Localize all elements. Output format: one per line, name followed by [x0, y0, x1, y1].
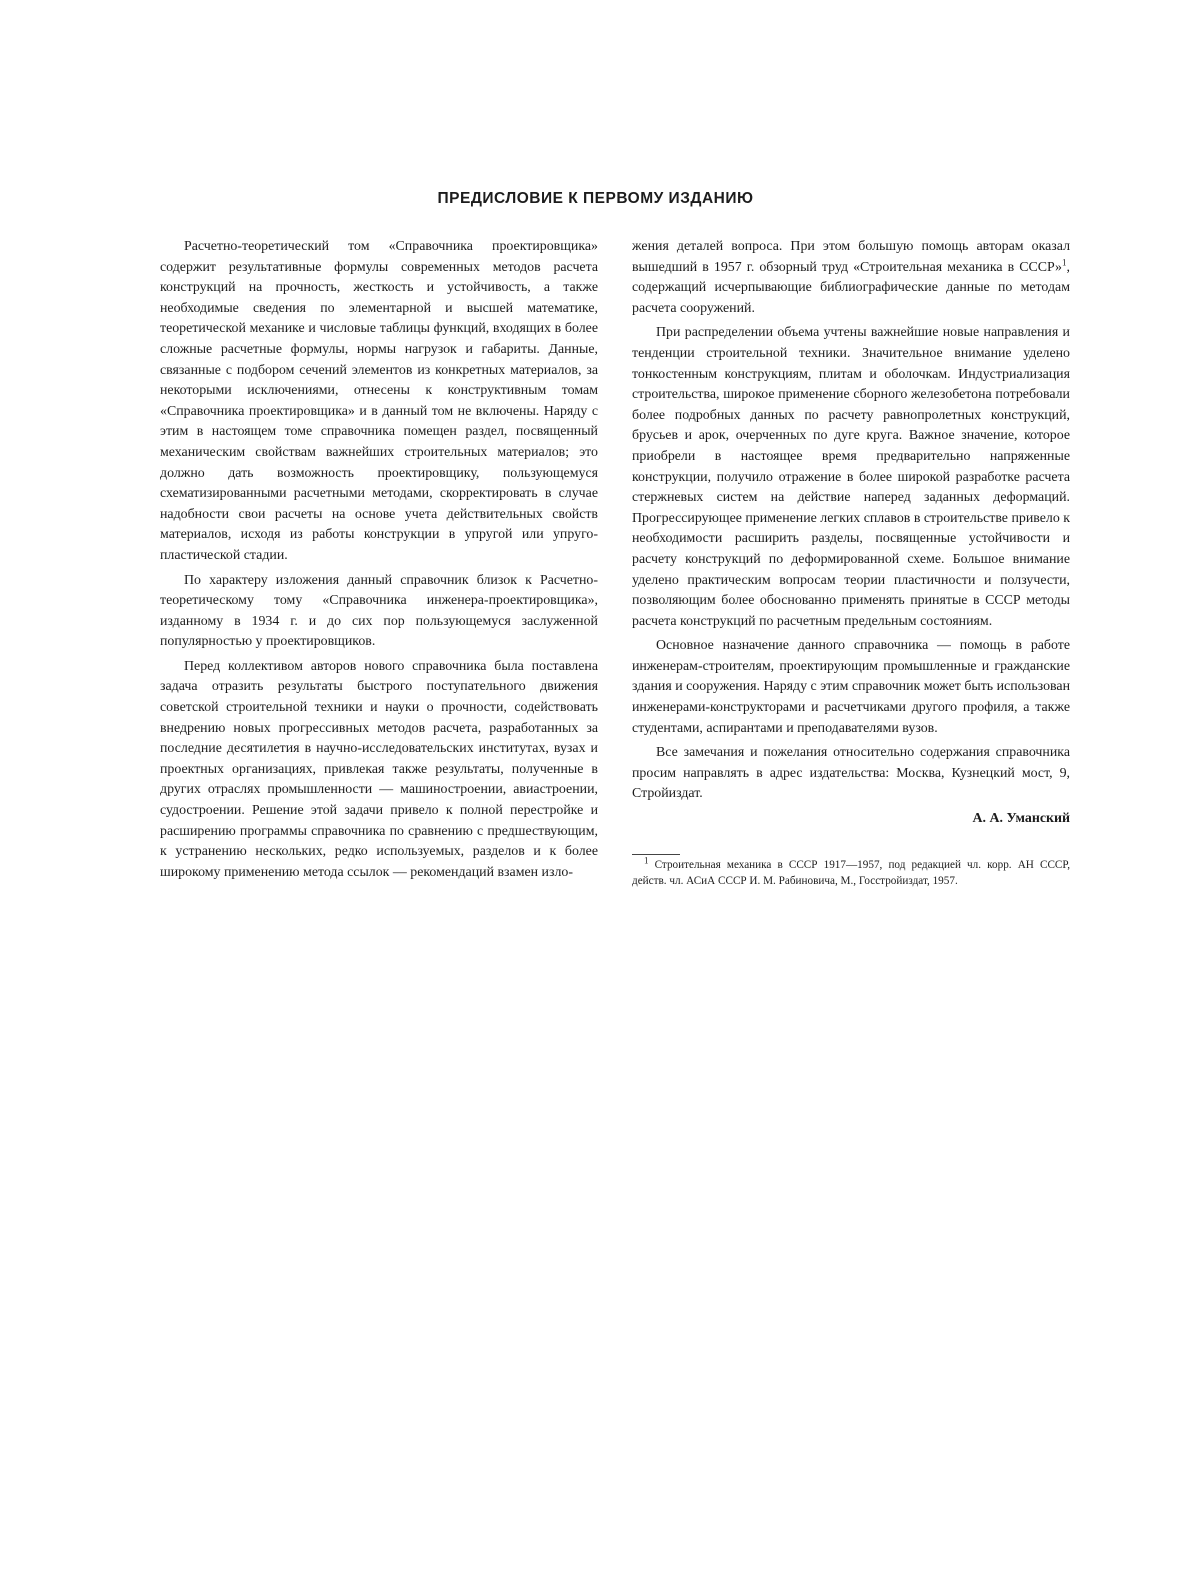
paragraph: По характеру изложения данный справочник близок к Расчетно-теоретическому тому «Справочника инженера-проектировщика», изданному в 1934 г. и до сих пор пользующемуся заслуженной популярностью у проектировщиков.	[160, 572, 598, 650]
left-column	[160, 237, 598, 887]
footnote-mark: 1	[644, 854, 649, 865]
paragraph: Все замечания и пожелания относительно содержания справочника просим направлять в адрес издательства: Москва, Кузнецкий мост, 9, Стройиздат.	[632, 745, 1070, 802]
paragraph: При распределении объема учтены важнейшие новые направления и тенденции строительной техники. Значительное внимание уделено тонкостенным конструкциям, плитам и оболочкам. Индустриализация строительства, широкое применение сборного железобетона потребовали более подробных данных по расчету равнопролетных конструкций, брусьев и арок, очерченных по дуге круга. Важное значение, которое приобрели в настоящее время предварительно напряженные конструкции, получило отражение в более широкой разработке расчета стержневых систем на действие наперед заданных деформаций. Прогрессирующее применение легких сплавов в строительстве привело к необходимости расширить разделы, посвященные устойчивости и расчету конструкций по деформированной схеме. Большое внимание уделено практическим вопросам теории пластичности и ползучести, позволяющим более обоснованно применять принятые в СССР методы расчета конструкций по расчетным предельным состояниям.	[632, 325, 1070, 629]
footnote-ref: 1	[1062, 256, 1067, 267]
paragraph: Основное назначение данного справочника — помощь в работе инженерам-строителям, проектирующим промышленные и гражданские здания и сооружения. Наряду с этим справочник может быть использован инженерами-конструкторами и расчетчиками другого профиля, а также студентами, аспирантами и преподавателями вузов.	[632, 638, 1070, 736]
page-title: ПРЕДИСЛОВИЕ К ПЕРВОМУ ИЗДАНИЮ	[437, 190, 754, 207]
footnote-text	[632, 854, 1070, 890]
paragraph-text: жения деталей вопроса. При этом большую помощь авторам оказал вышедший в 1957 г. обзорный труд «Строительная механика в СССР»	[632, 239, 1070, 275]
paragraph-text: , содержащий исчерпывающие библиографические данные по методам расчета сооружений.	[632, 259, 1070, 316]
footnote-body: Строительная механика в СССР 1917—1957, под редакцией чл. корр. АН СССР, действ. чл. АСиА СССР И. М. Рабиновича, М., Госстройиздат, 1957.	[632, 858, 1070, 888]
right-column	[632, 237, 1070, 890]
author-signature: А. А. Уманский	[972, 811, 1070, 827]
paragraph: Расчетно-теоретический том «Справочника проектировщика» содержит результативные формулы современных методов расчета конструкций на прочность, жесткость и устойчивость, а также необходимые сведения по элементарной и высшей математике, теоретической механике и числовые таблицы функций, входящих в более сложные расчетные формулы, нормы нагрузок и габариты. Данные, связанные с подбором сечений элементов из конкретных материалов, за некоторыми исключениями, отнесены к конструктивным томам «Справочника проектировщика» и в данный том не включены. Наряду с этим в настоящем томе справочника помещен раздел, посвященный механическим свойствам важнейших строительных материалов; это должно дать возможность проектировщику, пользующемуся схематизированными расчетными методами, скорректировать в случае надобности свои расчеты на основе учета действительных свойств материалов, исходя из работы конструкции в упругой или упруго-пластической стадии.	[160, 239, 598, 563]
footnote	[632, 854, 1070, 890]
paragraph: Перед коллективом авторов нового справочника была поставлена задача отразить результаты быстрого поступательного движения советской строительной техники и науки о прочности, содействовать внедрению новых прогрессивных методов расчета, разработанных за последние десятилетия в научно-исследовательских институтах, вузах и проектных организациях, привлекая также результаты, полученные в других отраслях промышленности — машиностроении, авиастроении, судостроении. Решение этой задачи привело к полной перестройке и расширению программы справочника по сравнению с предшествующим, к устранению нескольких, редко используемых, разделов и к более широкому применению метода ссылок — рекомендаций взамен изло-	[160, 658, 598, 880]
paragraph-continued	[632, 237, 1070, 319]
